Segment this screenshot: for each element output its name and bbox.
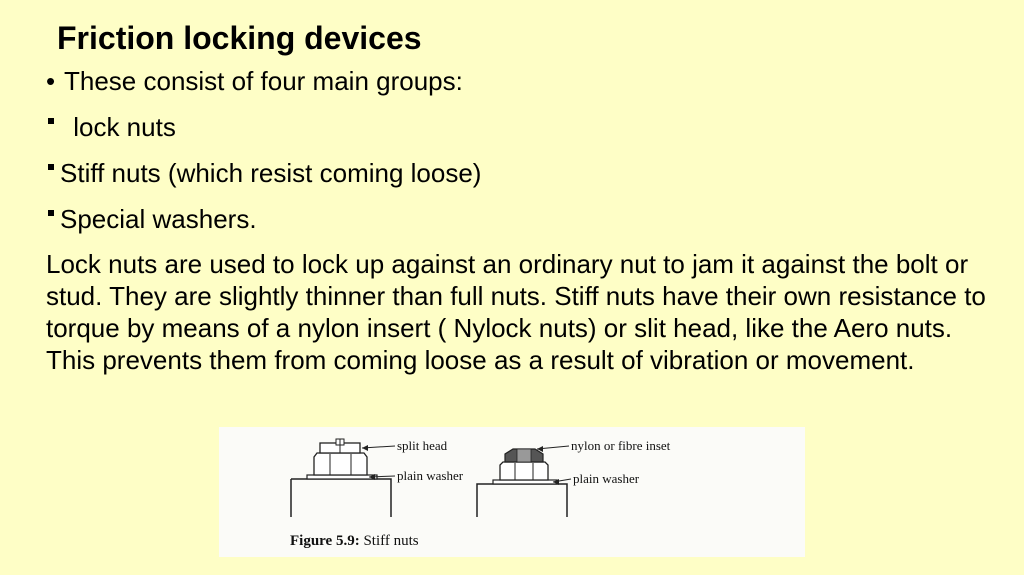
list-item — [46, 158, 481, 188]
label-plain-washer-right: plain washer — [573, 471, 640, 486]
list-item-text: Stiff nuts (which resist coming loose) — [60, 158, 482, 188]
list-item-text: Special washers. — [60, 204, 257, 234]
square-bullet-icon — [48, 164, 54, 170]
label-plain-washer-left: plain washer — [397, 468, 464, 483]
stiff-nuts-figure — [219, 427, 805, 557]
base-block-left — [291, 479, 391, 517]
intro-text: These consist of four main groups: — [64, 66, 463, 96]
list-item — [46, 112, 176, 142]
label-split-head: split head — [397, 438, 448, 453]
square-bullet-icon — [48, 210, 54, 216]
body-paragraph: Lock nuts are used to lock up against an ordinary nut to jam it against the bolt or stud. They are slightly thinner than full nuts. Stiff nuts have their own resistance to torque by means of a nylon insert ( Nylock nuts) or slit head, like the Aero nuts. This prevents them from coming loose as a result of vibration or movement. — [46, 249, 986, 375]
nylon-insert-nut — [500, 462, 548, 480]
split-head-nut — [314, 453, 367, 475]
caption-text: Stiff nuts — [359, 533, 419, 549]
list-item — [46, 204, 257, 234]
square-bullet-icon — [48, 118, 54, 124]
bullet-dot-icon: • — [46, 66, 56, 96]
stiff-nuts-diagram — [219, 427, 805, 557]
intro-bullet — [46, 66, 463, 96]
base-block-right — [477, 484, 567, 517]
figure-caption — [290, 533, 419, 549]
slide-title: Friction locking devices — [57, 20, 422, 56]
list-item-text: lock nuts — [66, 112, 176, 142]
caption-number: Figure 5.9: — [290, 533, 360, 549]
label-nylon-inset: nylon or fibre inset — [571, 438, 671, 453]
